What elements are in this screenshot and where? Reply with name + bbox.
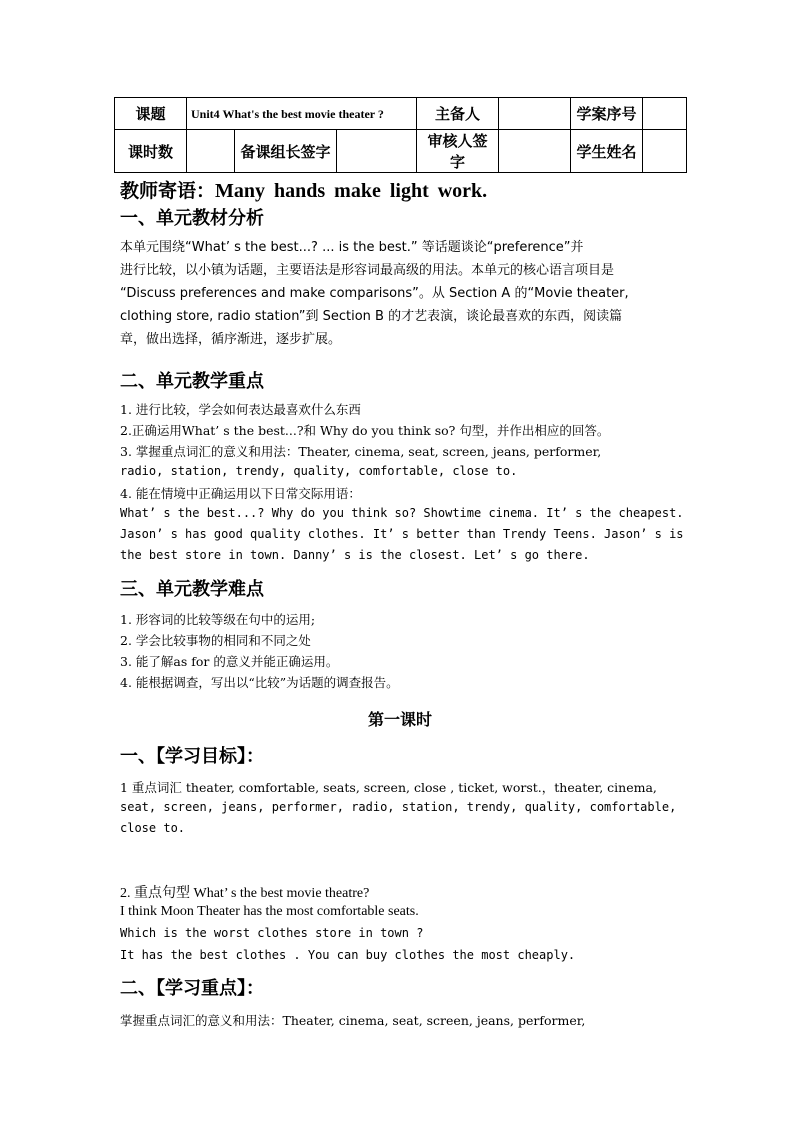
paragraph-line: clothing store, radio station”到 Section B 的才艺表演，谈论最喜欢的东西，阅读篇 <box>120 309 623 324</box>
paragraph-line: 进行比较，以小镇为话题，主要语法是形容词最高级的用法。本单元的核心语言项目是 <box>120 263 615 278</box>
student-name-cell <box>643 130 687 173</box>
teacher-motto <box>120 176 487 203</box>
goals-vocab-line: 1 重点词汇 theater, comfortable, seats, screen, close , ticket, worst.，theater, cinema, <box>120 780 657 795</box>
paragraph-line: “Discuss preferences and make comparisons”。从 Section A 的“Movie theater, <box>120 286 629 301</box>
goals-vocab-line: close to. <box>120 821 186 835</box>
key-points-heading: 二、【学习重点】： <box>120 978 264 999</box>
paragraph-line: 本单元围绕“What’ s the best...? ... is the best.” 等话题谈论“preference”并 <box>120 240 584 255</box>
goals-sentence-line: Which is the worst clothes store in town ? <box>120 926 424 940</box>
list-item: Jason’ s has good quality clothes. It’ s better than Trendy Teens. Jason’ s is <box>120 527 684 541</box>
list-item: 2. 学会比较事物的相同和不同之处 <box>120 633 311 648</box>
goals-heading: 一、【学习目标】： <box>120 746 264 767</box>
goals-sentence-line: It has the best clothes . You can buy clothes the most cheaply. <box>120 948 576 962</box>
topic-cell: Unit4 What's the best movie theater ? <box>187 98 417 130</box>
label-student-name-cell: 学生姓名 <box>571 130 643 173</box>
goals-vocab-line: seat, screen, jeans, performer, radio, station, trendy, quality, comfortable, <box>120 800 677 814</box>
label-periods-cell: 课时数 <box>115 130 187 173</box>
list-item: 3. 能了解as for 的意义并能正确运用。 <box>120 654 339 669</box>
label-topic-cell: 课题 <box>115 98 187 130</box>
case-number-cell <box>643 98 687 130</box>
lesson-info-table-grid <box>114 97 687 173</box>
list-item: 2.正确运用What’ s the best...?和 Why do you think so? 句型，并作出相应的回答。 <box>120 423 610 438</box>
list-item: 1. 形容词的比较等级在句中的运用; <box>120 612 316 627</box>
table-row <box>115 130 687 173</box>
group-leader-sign-cell <box>337 130 417 173</box>
list-item: What’ s the best...? Why do you think so? Showtime cinema. It’ s the cheapest. <box>120 506 684 520</box>
key-points-line: 掌握重点词汇的意义和用法：Theater, cinema, seat, screen, jeans, performer, <box>120 1013 586 1028</box>
reviewer-sign-cell <box>499 130 571 173</box>
motto-label: 教师寄语： <box>120 180 216 202</box>
goals-sentence-line: 2. 重点句型 What’ s the best movie theatre? <box>120 886 370 901</box>
label-reviewer-sign-cell: 审核人签字 <box>417 130 499 173</box>
section1-paragraph <box>120 236 680 351</box>
list-item: 4. 能根据调查，写出以“比较”为话题的调查报告。 <box>120 675 399 690</box>
list-item: 1. 进行比较，学会如何表达最喜欢什么东西 <box>120 402 361 417</box>
list-item: radio, station, trendy, quality, comfortable, close to. <box>120 464 518 478</box>
section1-heading: 一、单元教材分析 <box>120 208 264 229</box>
paragraph-line: 章，做出选择，循序渐进，逐步扩展。 <box>120 332 342 347</box>
lesson-title: 第一课时 <box>367 710 432 729</box>
list-item: 4. 能在情境中正确运用以下日常交际用语： <box>120 486 361 501</box>
goals-sentence-line: I think Moon Theater has the most comfortable seats. <box>120 904 419 919</box>
label-case-number-cell: 学案序号 <box>571 98 643 130</box>
list-item: the best store in town. Danny’ s is the closest. Let’ s go there. <box>120 548 590 562</box>
periods-cell <box>187 130 235 173</box>
table-row <box>115 98 687 130</box>
list-item: 3. 掌握重点词汇的意义和用法：Theater, cinema, seat, screen, jeans, performer, <box>120 444 602 459</box>
label-group-leader-sign-cell: 备课组长签字 <box>235 130 337 173</box>
section2-heading: 二、单元教学重点 <box>120 371 264 392</box>
section3-heading: 三、单元教学难点 <box>120 579 264 600</box>
label-preparer-cell: 主备人 <box>417 98 499 130</box>
preparer-cell <box>499 98 571 130</box>
motto-text: Many hands make light work. <box>215 180 488 202</box>
